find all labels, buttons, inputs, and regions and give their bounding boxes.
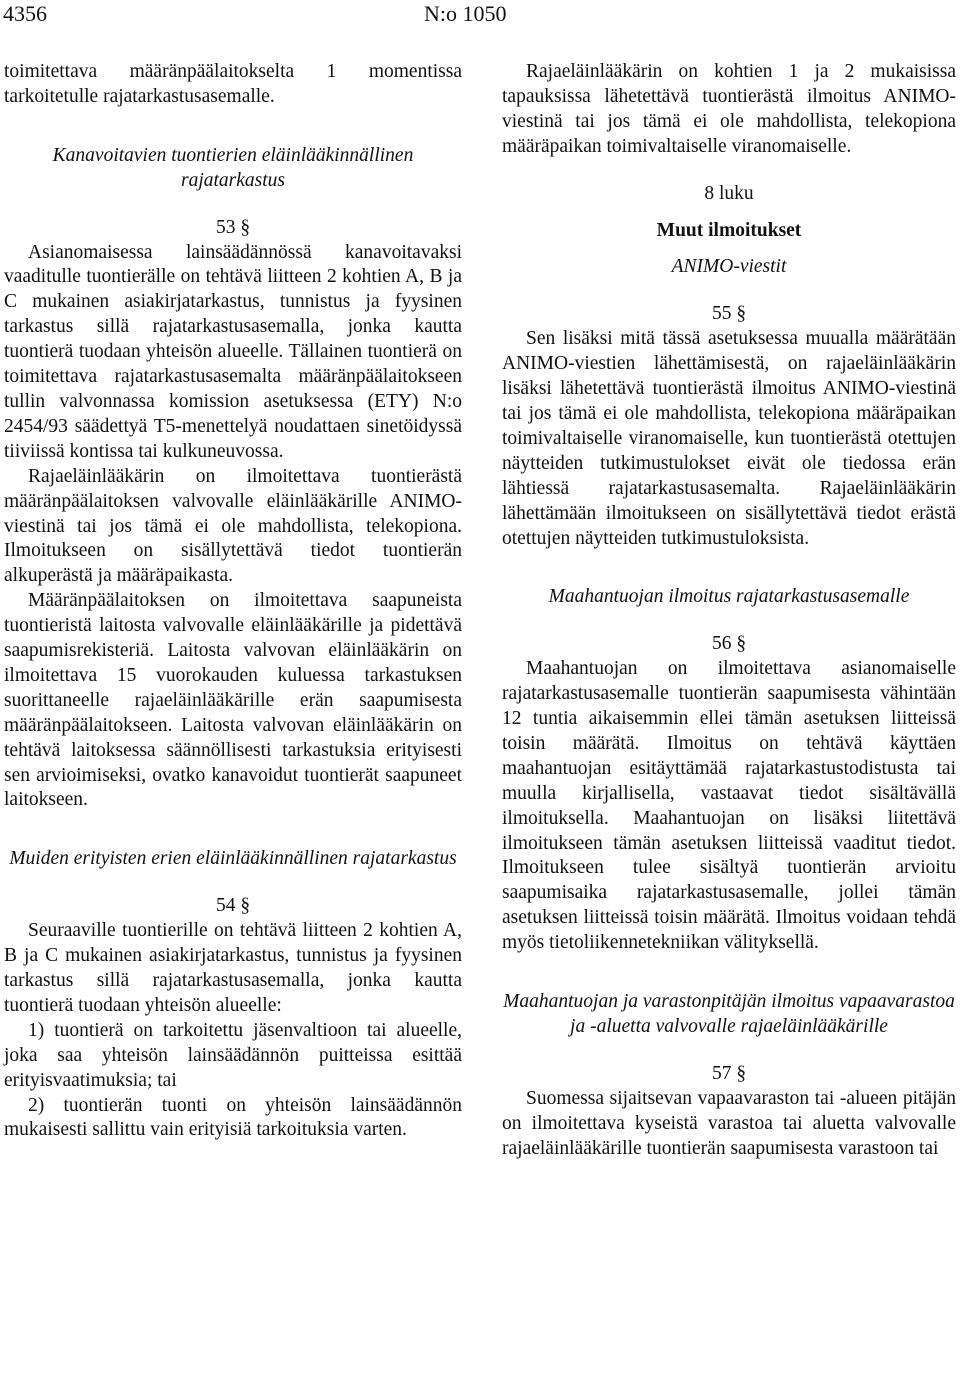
section-54-item-2: 2) tuontierän tuonti on yhteisön lainsäädännön mukaisesti sallittu vain erityisiä tarkoituksia varten. bbox=[4, 1094, 462, 1141]
section-53-number: 53 § bbox=[215, 216, 251, 238]
section-56-paragraph: Maahantuojan on ilmoitettava asianomaiselle rajatarkastusasemalle tuontierän saapumisesta vähintään 12 tuntia aikaisemmin ellei tämän asetuksen liitteissä toisin määrätä. Ilmoitus on tehtävä käyttäen maahantuojan esitäyttämää rajatarkastustodistusta tai muulla kirjallisella, vastaavat tiedot sisältävällä ilmoituksella. Maahantuojan on lisäksi liitettävä ilmoitukseen tämän asetuksen liitteissä vaaditut tiedot. Ilmoitukseen tulee sisältyä tuontierän arvioitu saapumisaika rajatarkastusasemalle, jollei tämän asetuksen liitteissä toisin määrätä. Ilmoitus voidaan tehdä myös tietoliikennetekniikan välityksellä. bbox=[502, 658, 956, 954]
left-column bbox=[4, 60, 462, 1143]
section-53-paragraph-1: Asianomaisessa lainsäädännössä kanavoitavaksi vaaditulle tuontierälle on tehtävä liitteen 2 kohtien A, B ja C mukainen asiakirjatarkastus, tunnistus ja fyysinen tarkastus sillä rajatarkastusasemalla, jonka kautta tuontierä tuodaan yhteisön alueelle. Tällainen tuontierä on toimitettava rajatarkastusasemalta määränpäälaitokseen tullin valvonnassa komission asetuksessa (ETY) N:o 2454/93 säädettyä T5-menettelyä noudattaen sinetöidyssä tiiviissä kontissa tai kulkuneuvossa. bbox=[4, 241, 462, 462]
section-54-item-1: 1) tuontierä on tarkoitettu jäsenvaltioon tai alueelle, joka saa yhteisön lainsäädännön puitteissa esittää erityisvaatimuksia; tai bbox=[4, 1019, 462, 1091]
heading-animo-viestit: ANIMO-viestit bbox=[671, 256, 787, 278]
section-55-number: 55 § bbox=[711, 303, 747, 325]
page-number: 4356 bbox=[3, 1, 47, 26]
section-57-paragraph: Suomessa sijaitsevan vapaavaraston tai -alueen pitäjän on ilmoitettava kyseistä varastoa tai aluetta valvovalle rajaeläinlääkärille tuontierän saapumisesta varastoon tai bbox=[502, 1087, 956, 1159]
issue-number: N:o 1050 bbox=[424, 1, 507, 26]
heading-maahantuojan-ilmoitus: Maahantuojan ilmoitus rajatarkastusasemalle bbox=[548, 586, 910, 608]
chapter-title: Muut ilmoitukset bbox=[656, 219, 802, 241]
heading-kanavoitavat: Kanavoitavien tuontierien eläinlääkinnällinen rajatarkastus bbox=[52, 144, 414, 191]
intro-paragraph: toimitettava määränpäälaitokselta 1 momentissa tarkoitetulle rajatarkastusasemalle. bbox=[4, 61, 462, 107]
section-54-paragraph-1: Seuraaville tuontierille on tehtävä liitteen 2 kohtien A, B ja C mukainen asiakirjatarkastus, tunnistus ja fyysinen tarkastus sillä rajatarkastusasemalla, jonka kautta tuontierä tuodaan yhteisön alueelle: bbox=[4, 920, 462, 1016]
heading-muut-erat: Muiden erityisten erien eläinlääkinnällinen rajatarkastus bbox=[9, 848, 457, 870]
heading-vapaavarasto: Maahantuojan ja varastonpitäjän ilmoitus vapaavarastoa ja -aluetta valvovalle rajaeläinlääkärille bbox=[503, 991, 955, 1037]
section-56-number: 56 § bbox=[711, 633, 747, 655]
right-column bbox=[502, 60, 956, 1162]
section-57-number: 57 § bbox=[711, 1062, 747, 1084]
page-header bbox=[0, 0, 960, 32]
section-54-number: 54 § bbox=[215, 895, 251, 917]
section-55-paragraph: Sen lisäksi mitä tässä asetuksessa muualla määrätään ANIMO-viestien lähettämisestä, on rajaeläinlääkärin lisäksi lähetettävä tuontierästä ilmoitus ANIMO-viestinä tai jos tämä ei ole mahdollista, telekopiona määräpaikan toimivaltaiselle viranomaiselle, kun tuontierästä otettujen näytteiden tutkimustulokset eivät ole tiedossa erän lähtiessä rajatarkastusasemalta. Rajaeläinlääkärin lähettämään ilmoitukseen on sisällytettävä tiedot erästä otettujen näytteiden tutkimustuloksista. bbox=[502, 328, 956, 549]
section-53-paragraph-3: Määränpäälaitoksen on ilmoitettava saapuneista tuontieristä laitosta valvovalle eläinlääkärille ja pidettävä saapumisrekisteriä. Laitosta valvovan eläinlääkärin on ilmoitettava 15 vuorokauden kuluessa tarkastuksen suorittaneelle rajaeläinlääkärille erän saapumisesta määränpäälaitokseen. Laitosta valvovan eläinlääkärin on tehtävä laitoksessa säännöllisesti tarkastuksia erityisesti sen arvioimiseksi, ovatko kanavoidut tuontierät saapuneet laitokseen. bbox=[4, 590, 462, 811]
section-53-paragraph-2: Rajaeläinlääkärin on ilmoitettava tuontierästä määränpäälaitoksen valvovalle eläinlääkärille ANIMO-viestinä tai jos tämä ei ole mahdollista, telekopiona. Ilmoitukseen on sisällytettävä tiedot tuontierän alkuperästä ja määräpaikasta. bbox=[4, 465, 462, 587]
right-intro-paragraph: Rajaeläinlääkärin on kohtien 1 ja 2 mukaisissa tapauksissa lähetettävä tuontierästä ilmoitus ANIMO-viestinä tai jos tämä ei ole mahdollista, telekopiona määräpaikan toimivaltaiselle viranomaiselle. bbox=[502, 61, 956, 157]
chapter-number: 8 luku bbox=[704, 182, 754, 204]
